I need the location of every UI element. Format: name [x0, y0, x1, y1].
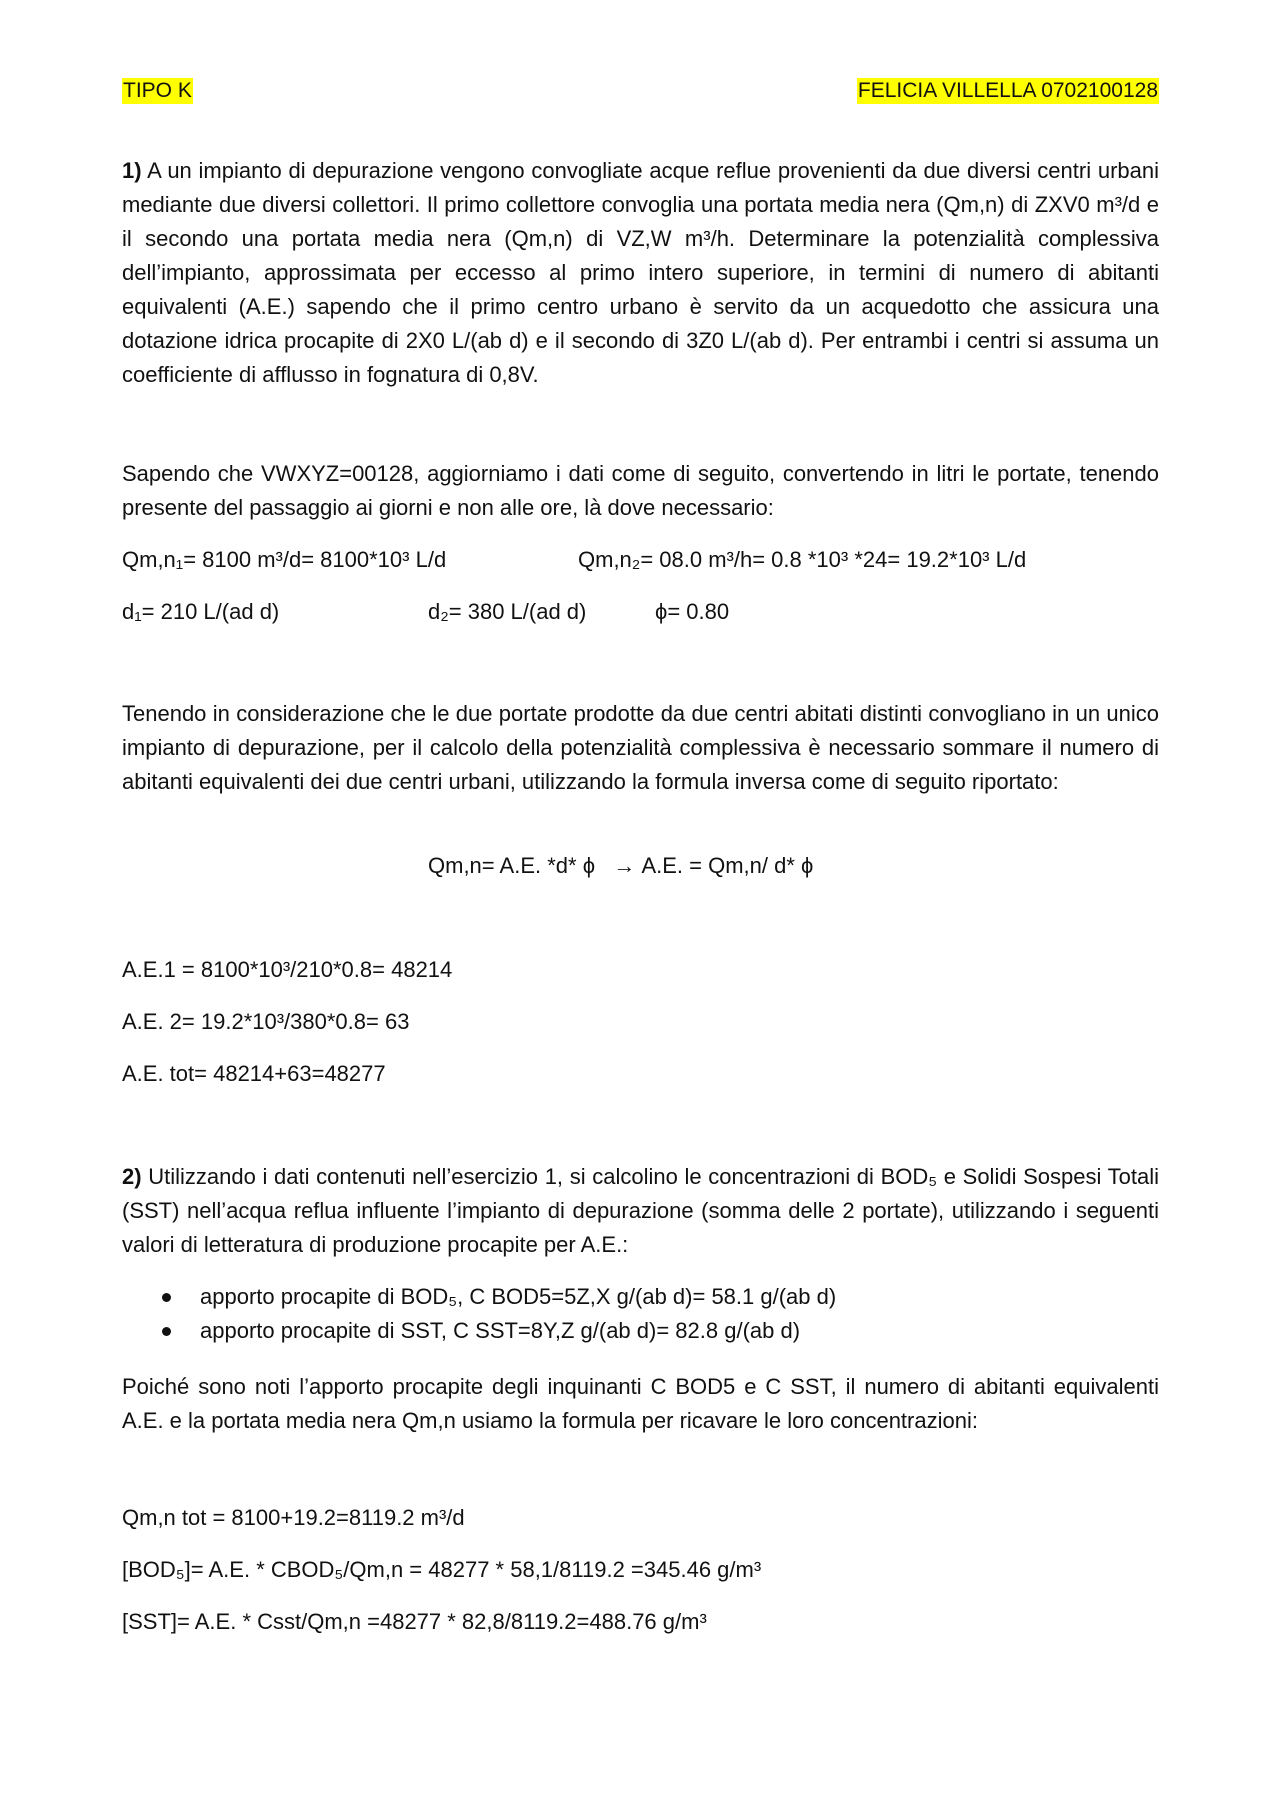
bullet-icon: [162, 1293, 171, 1302]
explanation-paragraph: Tenendo in considerazione che le due portate prodotte da due centri abitati distinti convogliano in un unico impianto di depurazione, per il calcolo della potenzialità complessiva è necessario sommare il numero di abitanti equivalenti dei due centri urbani, utilizzando la formula inversa come di seguito riportato:: [122, 701, 1159, 794]
data-d1: d₁= 210 L/(ad d): [122, 599, 280, 624]
exercise-1-text: [122, 154, 1159, 392]
exercise-2-body: Utilizzando i dati contenuti nell’esercizio 1, si calcolino le concentrazioni di BOD₅ e Solidi Sospesi Totali (SST) nell’acqua reflua influente l’impianto di depurazione (somma delle 2 portate), utilizzando i seguenti valori di letteratura di produzione procapite per A.E.:: [122, 1164, 1159, 1257]
bullet-text: apporto procapite di SST, C SST=8Y,Z g/(ab d)= 82.8 g/(ab d): [200, 1318, 801, 1343]
final-bod: [BOD₅]= A.E. * CBOD₅/Qm,n = 48277 * 58,1/8119.2 =345.46 g/m³: [122, 1557, 762, 1582]
final-sst: [SST]= A.E. * Csst/Qm,n =48277 * 82,8/8119.2=488.76 g/m³: [122, 1609, 707, 1634]
since-paragraph: Poiché sono noti l’apporto procapite degli inquinanti C BOD5 e C SST, il numero di abitanti equivalenti A.E. e la portata media nera Qm,n usiamo la formula per ricavare le loro concentrazioni:: [122, 1374, 1159, 1433]
list-item: [122, 1314, 1159, 1348]
exercise-2-label: 2): [122, 1164, 142, 1189]
data-phi: ϕ= 0.80: [655, 599, 730, 624]
data-q2: Qm,n₂= 08.0 m³/h= 0.8 *10³ *24= 19.2*10³ L/d: [578, 547, 1027, 572]
bullet-text: apporto procapite di BOD₅, C BOD5=5Z,X g/(ab d)= 58.1 g/(ab d): [200, 1284, 837, 1309]
header-right-highlight: FELICIA VILLELLA 0702100128: [857, 79, 1158, 102]
result-ae2: A.E. 2= 19.2*10³/380*0.8= 63: [122, 1009, 410, 1034]
formula: Qm,n= A.E. *d* ϕ → A.E. = Qm,n/ d* ϕ: [428, 853, 814, 878]
data-d2: d₂= 380 L/(ad d): [428, 599, 587, 624]
final-qtot: Qm,n tot = 8100+19.2=8119.2 m³/d: [122, 1505, 465, 1530]
result-ae1: A.E.1 = 8100*10³/210*0.8= 48214: [122, 957, 453, 982]
data-q1: Qm,n₁= 8100 m³/d= 8100*10³ L/d: [122, 547, 447, 572]
bullet-list: [122, 1280, 1159, 1348]
result-aetot: A.E. tot= 48214+63=48277: [122, 1061, 386, 1086]
header: [122, 78, 1159, 108]
exercise-1-body: A un impianto di depurazione vengono convogliate acque reflue provenienti da due diversi centri urbani mediante due diversi collettori. Il primo collettore convoglia una portata media nera (Qm,n) di ZXV0 m³/d e il secondo una portata media nera (Qm,n) di VZ,W m³/h. Determinare la potenzialità complessiva dell’impianto, approssimata per eccesso al primo intero superiore, in termini di numero di abitanti equivalenti (A.E.) sapendo che il primo centro urbano è servito da un acquedotto che assicura una dotazione idrica procapite di 2X0 L/(ab d) e il secondo di 3Z0 L/(ab d). Per entrambi i centri si assuma un coefficiente di afflusso in fognatura di 0,8V.: [122, 158, 1159, 387]
exercise-1-label: 1): [122, 158, 142, 183]
exercise-2-text: [122, 1160, 1159, 1262]
intro-paragraph: Sapendo che VWXYZ=00128, aggiorniamo i dati come di seguito, convertendo in litri le portate, tenendo presente del passaggio ai giorni e non alle ore, là dove necessario:: [122, 461, 1159, 520]
bullet-icon: [162, 1327, 171, 1336]
header-left-highlight: TIPO K: [123, 79, 192, 102]
list-item: [122, 1280, 1159, 1314]
